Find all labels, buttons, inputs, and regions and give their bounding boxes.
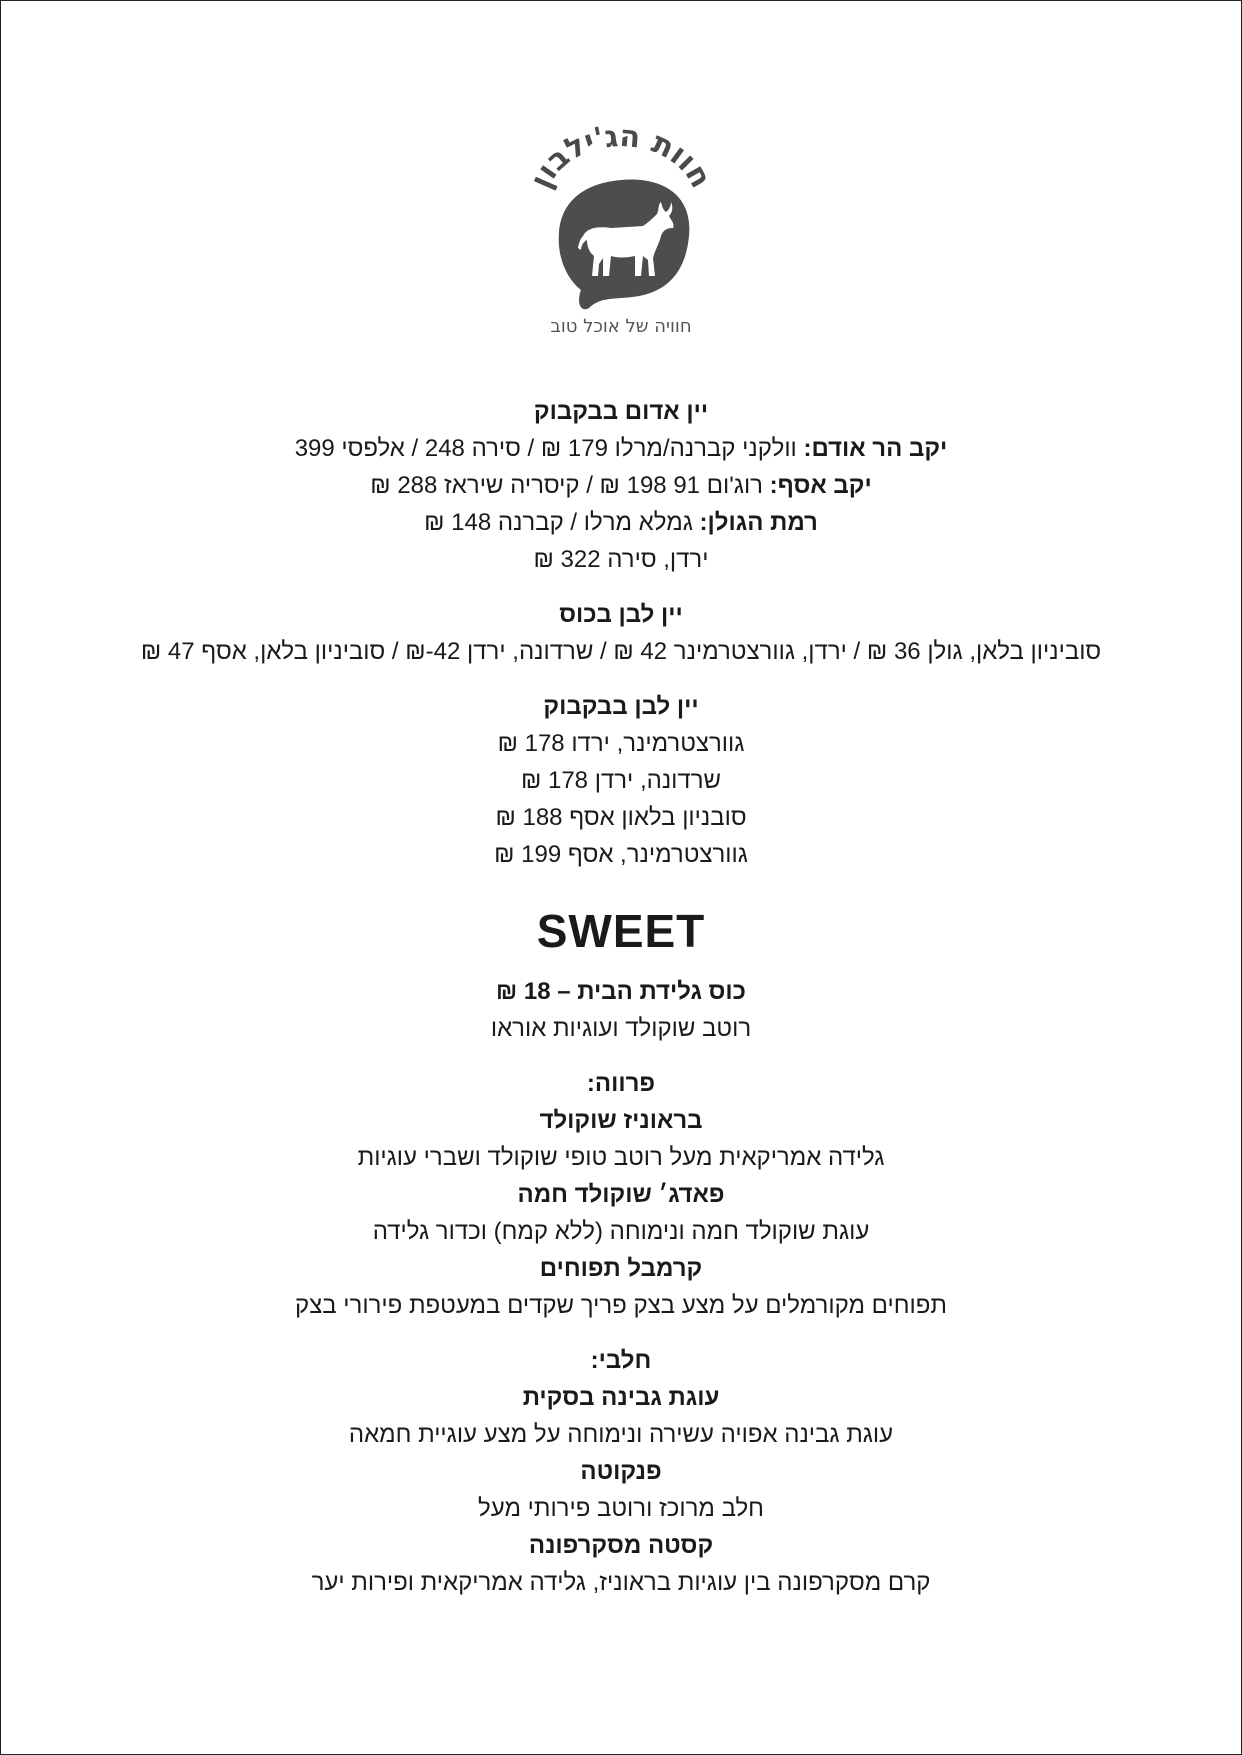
wine-row-text: גמלא מרלו / קברנה 148 ₪ bbox=[424, 509, 700, 536]
house-ice-title: כוס גלידת הבית – 18 ₪ bbox=[496, 978, 746, 1005]
wine-row-text: ירדן, סירה 322 ₪ bbox=[533, 546, 709, 573]
wine-row-yarden bbox=[0, 541, 1242, 578]
dessert-desc: עוגת גבינה אפויה עשירה ונימוחה על מצע עוגיית חמאה bbox=[348, 1421, 894, 1448]
dessert-name: פאדג׳ שוקולד חמה bbox=[517, 1181, 725, 1208]
wine-row-asaf bbox=[0, 467, 1242, 504]
house-ice-desc: רוטב שוקולד ועוגיות אוראו bbox=[490, 1015, 752, 1042]
dessert-desc: עוגת שוקולד חמה ונימוחה (ללא קמח) וכדור גלידה bbox=[372, 1218, 870, 1245]
dessert-desc: קרם מסקרפונה בין עוגיות בראוניז, גלידה אמריקאית ופירות יער bbox=[311, 1569, 931, 1596]
winery-label: רמת הגולן: bbox=[699, 509, 818, 536]
dessert-name: פנקוטה bbox=[580, 1458, 662, 1485]
sweet-heading: SWEET bbox=[536, 905, 706, 957]
logo-tagline: חוויה של אוכל טוב bbox=[550, 316, 692, 337]
dairy-title: חלבי: bbox=[590, 1347, 652, 1374]
menu-content bbox=[0, 393, 1242, 1601]
wine-row-text: רוג'ום 91 198 ₪ / קיסריה שיראז 288 ₪ bbox=[370, 472, 770, 499]
wine-row-golan bbox=[0, 504, 1242, 541]
white-wine-bottle-item: סובניון בלאון אסף 188 ₪ bbox=[495, 804, 747, 831]
dessert-name: קרמבל תפוחים bbox=[539, 1255, 703, 1282]
winery-label: יקב הר אודם: bbox=[803, 435, 948, 462]
logo-name: חוות הג'ילבון bbox=[523, 118, 719, 194]
white-wine-bottle-item: שרדונה, ירדן 178 ₪ bbox=[520, 767, 722, 794]
parve-title: פרווה: bbox=[586, 1070, 656, 1097]
wine-row-text: וולקני קברנה/מרלו 179 ₪ / סירה 248 / אלפסי 399 bbox=[294, 435, 804, 462]
restaurant-logo bbox=[521, 118, 721, 338]
dessert-name: עוגת גבינה בסקית bbox=[522, 1384, 720, 1411]
dessert-desc: חלב מרוכז ורוטב פירותי מעל bbox=[478, 1495, 764, 1522]
wine-row-har-odem bbox=[0, 430, 1242, 467]
white-wine-bottle-item: גוורצטרמינר, ירדו 178 ₪ bbox=[497, 730, 745, 757]
dessert-desc: גלידה אמריקאית מעל רוטב טופי שוקולד ושברי עוגיות bbox=[357, 1144, 885, 1171]
white-wine-bottle-item: גוורצטרמינר, אסף 199 ₪ bbox=[494, 841, 748, 868]
white-wine-glass-list: סוביניון בלאן, גולן 36 ₪ / ירדן, גוורצטרמינר 42 ₪ / שרדונה, ירדן 42-₪ / סוביניון בלאן, אסף 47 ₪ bbox=[140, 638, 1102, 665]
dessert-name: קסטה מסקרפונה bbox=[528, 1532, 714, 1559]
white-wine-glass-title: יין לבן בכוס bbox=[559, 601, 683, 628]
dessert-desc: תפוחים מקורמלים על מצע בצק פריך שקדים במעטפת פירורי בצק bbox=[295, 1292, 947, 1319]
winery-label: יקב אסף: bbox=[769, 472, 872, 499]
dessert-name: בראוניז שוקולד bbox=[539, 1107, 703, 1134]
white-wine-bottle-title: יין לבן בבקבוק bbox=[543, 693, 699, 720]
red-wine-bottle-title: יין אדום בבקבוק bbox=[533, 398, 709, 425]
